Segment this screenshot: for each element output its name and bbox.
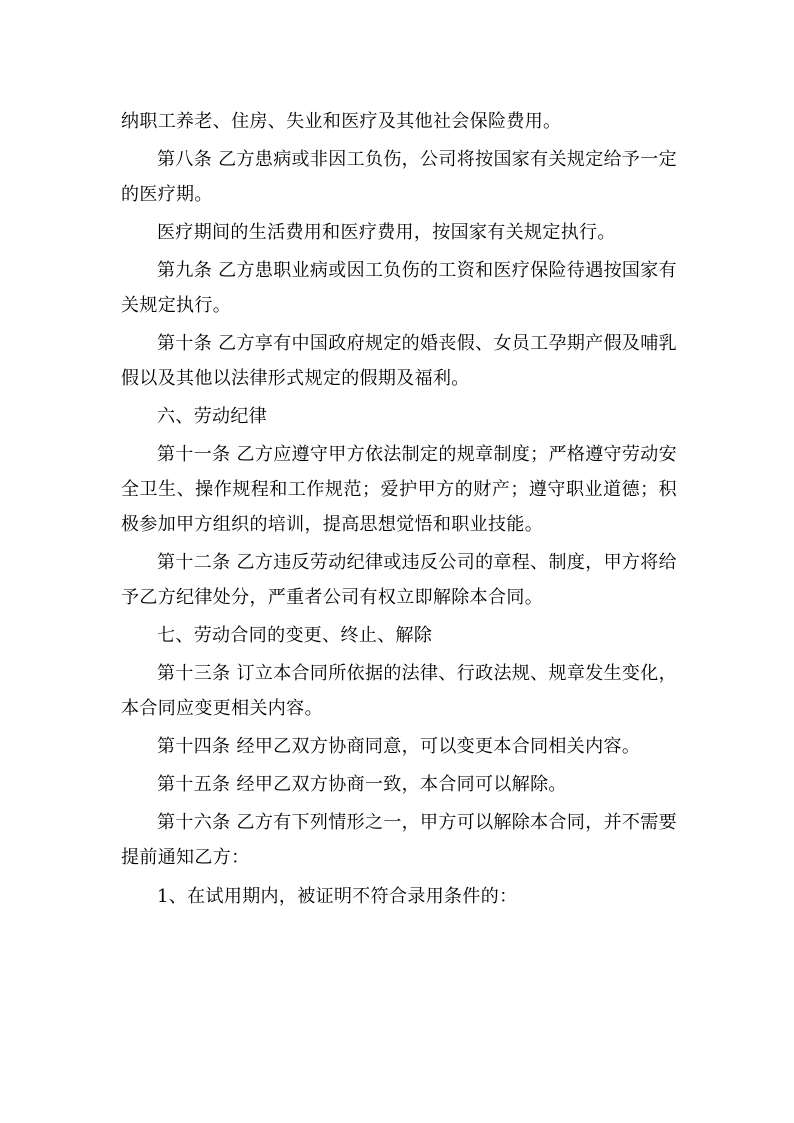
paragraph-article-11: 第十一条 乙方应遵守甲方依法制定的规章制度；严格遵守劳动安全卫生、操作规程和工作规范；爱护甲方的财产；遵守职业道德；积极参加甲方组织的培训，提高思想觉悟和职业技能。 (121, 444, 677, 535)
paragraph-article-16: 第十六条 乙方有下列情形之一，甲方可以解除本合同，并不需要提前通知乙方： (121, 812, 677, 868)
paragraph-article-8: 第八条 乙方患病或非因工负伤，公司将按国家有关规定给予一定的医疗期。 (121, 149, 677, 205)
paragraph-article-13: 第十三条 订立本合同所依据的法律、行政法规、规章发生变化，本合同应变更相关内容。 (121, 663, 677, 719)
paragraph-article-10: 第十条 乙方享有中国政府规定的婚丧假、女员工孕期产假及哺乳假以及其他以法律形式规定的假期及福利。 (121, 333, 677, 389)
paragraph-medical-period-costs: 医疗期间的生活费用和医疗费用，按国家有关规定执行。 (157, 222, 616, 243)
paragraph-item-1: 1、在试用期内，被证明不符合录用条件的： (157, 886, 518, 907)
section-heading-contract-changes: 七、劳动合同的变更、终止、解除 (157, 625, 433, 646)
paragraph-article-15: 第十五条 经甲乙双方协商一致，本合同可以解除。 (157, 774, 567, 795)
document-body (121, 104, 677, 917)
section-heading-labor-discipline: 六、劳动纪律 (157, 406, 268, 427)
paragraph-article-12: 第十二条 乙方违反劳动纪律或违反公司的章程、制度，甲方将给予乙方纪律处分，严重者公司有权立即解除本合同。 (121, 552, 677, 608)
paragraph-article-14: 第十四条 经甲乙双方协商同意，可以变更本合同相关内容。 (157, 736, 641, 757)
paragraph-social-insurance: 纳职工养老、住房、失业和医疗及其他社会保险费用。 (121, 111, 562, 132)
paragraph-article-9: 第九条 乙方患职业病或因工负伤的工资和医疗保险待遇按国家有关规定执行。 (121, 260, 677, 316)
